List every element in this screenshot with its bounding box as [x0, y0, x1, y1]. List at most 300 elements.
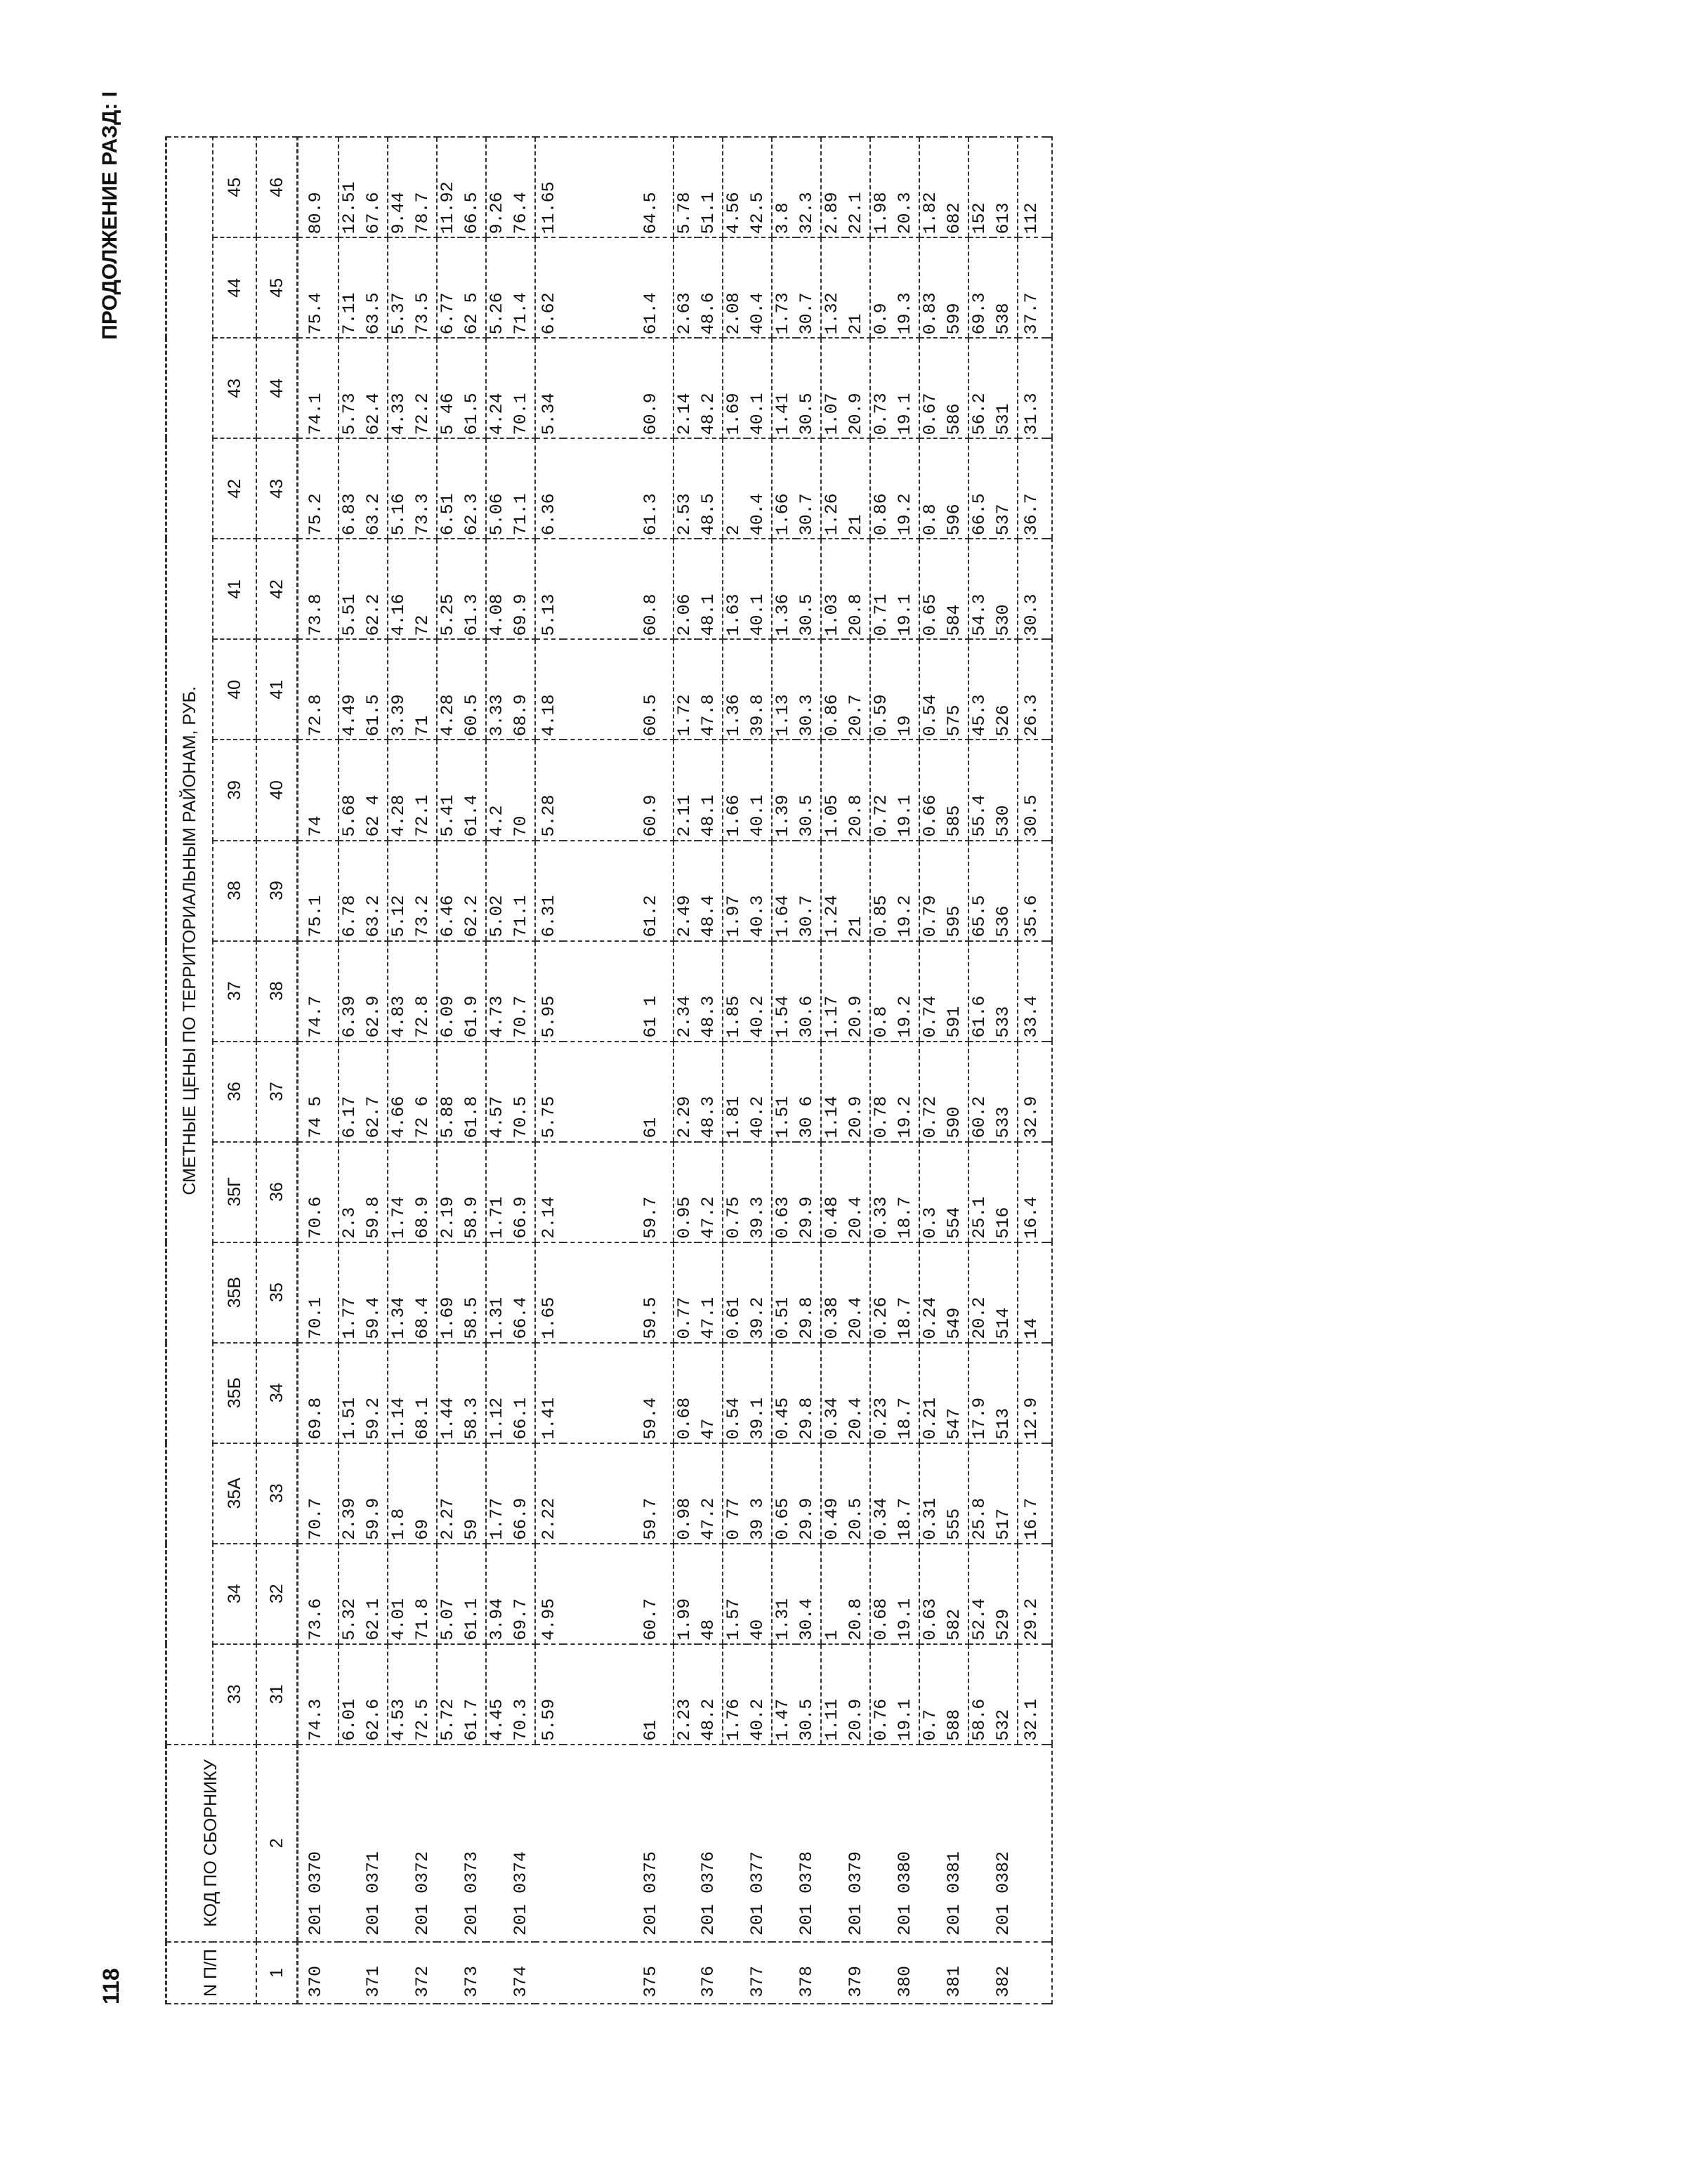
price-cell: 533 [993, 941, 1018, 1042]
price-cell: 2.63 [674, 237, 698, 338]
price-cell: 40.2 [747, 1644, 772, 1745]
price-cell: 40.4 [747, 237, 772, 338]
table-row [772, 137, 796, 2004]
price-cell: 1.31 [486, 1242, 511, 1343]
price-cell: 595 [944, 841, 968, 941]
price-cell: 0.65 [772, 1443, 796, 1544]
column-number: 36 [256, 1142, 298, 1242]
price-cell: 5.37 [388, 237, 412, 338]
row-code [437, 1745, 461, 1942]
row-code [1018, 1745, 1046, 1942]
price-cell: 5 46 [437, 338, 461, 438]
row-code [870, 1745, 895, 1942]
gap-cell [563, 137, 633, 237]
table-row [870, 137, 895, 2004]
price-cell: 12.51 [339, 137, 363, 237]
price-cell: 47.8 [698, 639, 723, 740]
price-cell: 516 [993, 1142, 1018, 1242]
price-cell: 73.8 [298, 539, 339, 639]
price-cell: 5.72 [437, 1644, 461, 1745]
price-cell: 0.86 [870, 438, 895, 539]
column-number: 34 [256, 1343, 298, 1443]
price-cell: 0.9 [870, 237, 895, 338]
price-cell: 56.2 [968, 338, 993, 438]
row-number [968, 1942, 993, 2004]
price-cell: 30.5 [796, 338, 821, 438]
district-header: 35Г [213, 1142, 256, 1242]
gap-cell [563, 1745, 633, 1942]
table-row [412, 137, 437, 2004]
price-cell: 2.22 [535, 1443, 563, 1544]
price-cell: 5.12 [388, 841, 412, 941]
price-cell: 554 [944, 1142, 968, 1242]
table-row [821, 137, 846, 2004]
price-cell: 3.8 [772, 137, 796, 237]
row-code: 201 0375 [633, 1745, 674, 1942]
price-cell: 1.24 [821, 841, 846, 941]
price-cell: 5.02 [486, 841, 511, 941]
row-code: 201 0382 [993, 1745, 1018, 1942]
price-cell: 2.3 [339, 1142, 363, 1242]
price-cell: 63.2 [363, 841, 388, 941]
price-cell: 62.3 [461, 438, 486, 539]
price-cell: 26.3 [1018, 639, 1046, 740]
price-cell: 0.59 [870, 639, 895, 740]
price-cell: 5.51 [339, 539, 363, 639]
table-row [633, 137, 674, 2004]
table-row [535, 137, 563, 2004]
price-cell: 74 [298, 740, 339, 840]
price-cell: 575 [944, 639, 968, 740]
price-cell: 14 [1018, 1242, 1046, 1343]
price-cell: 32.3 [796, 137, 821, 237]
row-code [535, 1745, 563, 1942]
price-cell: 39.2 [747, 1242, 772, 1343]
price-cell: 0.8 [919, 438, 944, 539]
price-cell: 2.11 [674, 740, 698, 840]
price-cell: 61.7 [461, 1644, 486, 1745]
price-cell: 1.32 [821, 237, 846, 338]
price-cell: 4.73 [486, 941, 511, 1042]
price-cell: 16.4 [1018, 1142, 1046, 1242]
price-cell: 62.7 [363, 1042, 388, 1142]
price-cell: 30.7 [796, 237, 821, 338]
row-number [919, 1942, 944, 2004]
price-cell: 18.7 [895, 1443, 919, 1544]
price-cell: 9.44 [388, 137, 412, 237]
gap-cell [563, 1544, 633, 1644]
price-cell: 0.49 [821, 1443, 846, 1544]
end-cell [1046, 137, 1052, 237]
price-cell: 21 [846, 438, 870, 539]
price-cell: 1.51 [339, 1343, 363, 1443]
price-cell: 0.3 [919, 1142, 944, 1242]
price-cell: 2.27 [437, 1443, 461, 1544]
end-cell [1046, 841, 1052, 941]
district-header: 41 [213, 539, 256, 639]
price-cell: 70 [511, 740, 535, 840]
price-cell: 0.73 [870, 338, 895, 438]
price-cell: 40.1 [747, 539, 772, 639]
row-code: 201 0378 [796, 1745, 821, 1942]
gap-cell [563, 1443, 633, 1544]
price-cell: 72.2 [412, 338, 437, 438]
price-cell: 74.7 [298, 941, 339, 1042]
price-cell: 532 [993, 1644, 1018, 1745]
price-cell: 48 [698, 1544, 723, 1644]
price-cell: 67.6 [363, 137, 388, 237]
table-row [723, 137, 747, 2004]
price-cell: 1.8 [388, 1443, 412, 1544]
gap-cell [563, 1942, 633, 2004]
price-cell: 4.2 [486, 740, 511, 840]
price-cell: 1.98 [870, 137, 895, 237]
price-cell: 533 [993, 1042, 1018, 1142]
price-cell: 54.3 [968, 539, 993, 639]
price-cell: 30.5 [796, 740, 821, 840]
price-cell: 19.2 [895, 941, 919, 1042]
row-number [486, 1942, 511, 2004]
price-cell: 6.17 [339, 1042, 363, 1142]
price-cell: 25.1 [968, 1142, 993, 1242]
price-cell: 74 5 [298, 1042, 339, 1142]
price-cell: 68.1 [412, 1343, 437, 1443]
price-cell: 0.71 [870, 539, 895, 639]
gap-cell [563, 237, 633, 338]
table-end [1046, 137, 1052, 2004]
table-row [796, 137, 821, 2004]
price-cell: 5.25 [437, 539, 461, 639]
price-cell: 61.8 [461, 1042, 486, 1142]
district-header: 33 [213, 1644, 256, 1745]
price-cell: 20.8 [846, 1544, 870, 1644]
price-cell: 2.89 [821, 137, 846, 237]
price-cell: 1.03 [821, 539, 846, 639]
price-cell: 0.86 [821, 639, 846, 740]
price-cell: 20.3 [895, 137, 919, 237]
price-cell: 30.3 [796, 639, 821, 740]
price-cell: 582 [944, 1544, 968, 1644]
price-cell: 536 [993, 841, 1018, 941]
row-number: 375 [633, 1942, 674, 2004]
table-row [1018, 137, 1046, 2004]
row-number: 373 [461, 1942, 486, 2004]
price-cell: 1.11 [821, 1644, 846, 1745]
row-code [968, 1745, 993, 1942]
table-row [944, 137, 968, 2004]
price-cell: 6.31 [535, 841, 563, 941]
end-cell [1046, 1142, 1052, 1242]
price-cell: 61 1 [633, 941, 674, 1042]
price-cell: 65.5 [968, 841, 993, 941]
price-cell: 22.1 [846, 137, 870, 237]
price-cell: 19.1 [895, 1644, 919, 1745]
table-row [993, 137, 1018, 2004]
price-cell: 6.46 [437, 841, 461, 941]
row-code: 201 0380 [895, 1745, 919, 1942]
price-cell: 1.65 [535, 1242, 563, 1343]
price-cell: 30.5 [796, 539, 821, 639]
price-cell: 4.49 [339, 639, 363, 740]
price-cell: 58.5 [461, 1242, 486, 1343]
table-row [363, 137, 388, 2004]
price-cell: 1.63 [723, 539, 747, 639]
gap-cell [563, 740, 633, 840]
price-cell: 0.51 [772, 1242, 796, 1343]
section-continuation: ПРОДОЛЖЕНИЕ РАЗД: I [98, 91, 121, 340]
price-cell: 517 [993, 1443, 1018, 1544]
end-cell [1046, 639, 1052, 740]
price-cell: 37.7 [1018, 237, 1046, 338]
price-cell: 1.07 [821, 338, 846, 438]
price-cell: 4.18 [535, 639, 563, 740]
price-cell: 36.7 [1018, 438, 1046, 539]
price-cell: 69.9 [511, 539, 535, 639]
price-cell: 20.4 [846, 1343, 870, 1443]
price-cell: 73.6 [298, 1544, 339, 1644]
price-cell: 547 [944, 1343, 968, 1443]
price-cell: 0.34 [821, 1343, 846, 1443]
price-cell: 514 [993, 1242, 1018, 1343]
price-cell: 4.56 [723, 137, 747, 237]
price-cell: 20.4 [846, 1142, 870, 1242]
row-number: 380 [895, 1942, 919, 2004]
price-cell: 585 [944, 740, 968, 840]
price-cell: 66.9 [511, 1443, 535, 1544]
row-number: 382 [993, 1942, 1018, 2004]
price-cell: 4.66 [388, 1042, 412, 1142]
price-cell: 30.5 [1018, 740, 1046, 840]
column-number: 1 [256, 1942, 298, 2004]
price-cell: 531 [993, 338, 1018, 438]
price-cell: 72 [412, 539, 437, 639]
price-cell: 3.33 [486, 639, 511, 740]
end-cell [1046, 438, 1052, 539]
price-cell: 73.3 [412, 438, 437, 539]
table-row [511, 137, 535, 2004]
district-header: 39 [213, 740, 256, 840]
price-cell: 62 4 [363, 740, 388, 840]
price-cell: 2.53 [674, 438, 698, 539]
price-cell: 1.77 [486, 1443, 511, 1544]
price-cell: 5.73 [339, 338, 363, 438]
price-cell: 30 6 [796, 1042, 821, 1142]
price-cell: 20.7 [846, 639, 870, 740]
price-cell: 0.45 [772, 1343, 796, 1443]
price-cell: 58.3 [461, 1343, 486, 1443]
price-cell: 11.92 [437, 137, 461, 237]
price-cell: 39.8 [747, 639, 772, 740]
price-cell: 60.8 [633, 539, 674, 639]
price-cell: 2.19 [437, 1142, 461, 1242]
row-code: 201 0379 [846, 1745, 870, 1942]
column-number: 35 [256, 1242, 298, 1343]
price-cell: 1.41 [772, 338, 796, 438]
end-cell [1046, 1242, 1052, 1343]
column-number: 45 [256, 237, 298, 338]
price-cell: 0.7 [919, 1644, 944, 1745]
price-cell: 40.2 [747, 1042, 772, 1142]
price-cell: 1.99 [674, 1544, 698, 1644]
price-cell: 45.3 [968, 639, 993, 740]
price-cell: 555 [944, 1443, 968, 1544]
price-cell: 4.24 [486, 338, 511, 438]
price-cell: 0.98 [674, 1443, 698, 1544]
price-cell: 2.14 [674, 338, 698, 438]
column-number: 37 [256, 1042, 298, 1142]
price-cell: 4.16 [388, 539, 412, 639]
price-cell: 4.57 [486, 1042, 511, 1142]
price-cell: 19.1 [895, 740, 919, 840]
table-row [747, 137, 772, 2004]
gap-cell [563, 941, 633, 1042]
price-cell: 6.01 [339, 1644, 363, 1745]
price-cell: 6.51 [437, 438, 461, 539]
price-cell: 1.26 [821, 438, 846, 539]
price-cell: 3.94 [486, 1544, 511, 1644]
row-number: 374 [511, 1942, 535, 2004]
price-cell: 62.6 [363, 1644, 388, 1745]
row-code [486, 1745, 511, 1942]
price-cell: 1.13 [772, 639, 796, 740]
price-cell: 1.05 [821, 740, 846, 840]
price-cell: 6.62 [535, 237, 563, 338]
price-cell: 19.1 [895, 1544, 919, 1644]
gap-cell [563, 1142, 633, 1242]
end-cell [1046, 1644, 1052, 1745]
district-header: 45 [213, 137, 256, 237]
table-row [919, 137, 944, 2004]
price-cell: 60.5 [633, 639, 674, 740]
price-cell: 6.09 [437, 941, 461, 1042]
price-cell: 70.7 [511, 941, 535, 1042]
column-number: 44 [256, 338, 298, 438]
price-cell: 61.1 [461, 1544, 486, 1644]
price-cell: 0.26 [870, 1242, 895, 1343]
price-cell: 0.8 [870, 941, 895, 1042]
table-row [461, 137, 486, 2004]
price-cell: 2.06 [674, 539, 698, 639]
price-cell: 69 [412, 1443, 437, 1544]
price-cell: 5.88 [437, 1042, 461, 1142]
price-cell: 0.67 [919, 338, 944, 438]
price-cell: 1.39 [772, 740, 796, 840]
price-cell: 1.69 [723, 338, 747, 438]
district-header: 35Б [213, 1343, 256, 1443]
price-cell: 59.8 [363, 1142, 388, 1242]
price-cell: 66.1 [511, 1343, 535, 1443]
price-cell: 526 [993, 639, 1018, 740]
price-cell: 4.45 [486, 1644, 511, 1745]
price-cell: 63.5 [363, 237, 388, 338]
column-number: 40 [256, 740, 298, 840]
price-cell: 69.7 [511, 1544, 535, 1644]
price-cell: 72.8 [412, 941, 437, 1042]
price-cell: 1.31 [772, 1544, 796, 1644]
price-cell: 112 [1018, 137, 1046, 237]
price-cell: 1.36 [723, 639, 747, 740]
price-cell: 66.5 [461, 137, 486, 237]
price-cell: 19.1 [895, 338, 919, 438]
price-cell: 61 [633, 1042, 674, 1142]
price-cell: 0.77 [674, 1242, 698, 1343]
column-number: 42 [256, 539, 298, 639]
price-cell: 1.73 [772, 237, 796, 338]
price-cell: 68.9 [511, 639, 535, 740]
price-cell: 0.66 [919, 740, 944, 840]
price-cell: 5.28 [535, 740, 563, 840]
price-cell: 48.6 [698, 237, 723, 338]
price-cell: 6.83 [339, 438, 363, 539]
table-header [166, 137, 298, 2004]
district-header: 34 [213, 1544, 256, 1644]
district-header: 42 [213, 438, 256, 539]
price-cell: 11.65 [535, 137, 563, 237]
price-cell: 61.9 [461, 941, 486, 1042]
price-cell: 0.78 [870, 1042, 895, 1142]
price-cell: 0.79 [919, 841, 944, 941]
price-cell: 19.1 [895, 539, 919, 639]
row-number: 370 [298, 1942, 339, 2004]
district-header: 35А [213, 1443, 256, 1544]
price-cell: 1.57 [723, 1544, 747, 1644]
price-cell: 5.78 [674, 137, 698, 237]
table-row [339, 137, 363, 2004]
row-number [674, 1942, 698, 2004]
price-cell: 29.9 [796, 1142, 821, 1242]
price-cell: 0.72 [870, 740, 895, 840]
price-cell: 69.8 [298, 1343, 339, 1443]
price-cell: 48.2 [698, 338, 723, 438]
row-code [388, 1745, 412, 1942]
price-cell: 62.4 [363, 338, 388, 438]
price-cell: 0.63 [919, 1544, 944, 1644]
price-cell: 0 77 [723, 1443, 747, 1544]
price-cell: 61.4 [633, 237, 674, 338]
price-cell: 0.76 [870, 1644, 895, 1745]
price-cell: 69.3 [968, 237, 993, 338]
price-cell: 6.36 [535, 438, 563, 539]
price-cell: 21 [846, 237, 870, 338]
price-cell: 30.7 [796, 841, 821, 941]
price-cell: 64.5 [633, 137, 674, 237]
price-cell: 20.9 [846, 1644, 870, 1745]
price-cell: 4.28 [388, 740, 412, 840]
price-cell: 1.81 [723, 1042, 747, 1142]
price-cell: 0.75 [723, 1142, 747, 1242]
price-cell: 30.6 [796, 941, 821, 1042]
column-number: 32 [256, 1544, 298, 1644]
price-cell: 60.9 [633, 740, 674, 840]
price-cell: 1.77 [339, 1242, 363, 1343]
page-number: 118 [98, 1968, 124, 2004]
price-cell: 29.9 [796, 1443, 821, 1544]
table-row [486, 137, 511, 2004]
price-cell: 47.2 [698, 1443, 723, 1544]
price-cell: 2.29 [674, 1042, 698, 1142]
row-code: 201 0381 [944, 1745, 968, 1942]
num-column-header: N П/П [167, 1942, 256, 2004]
price-cell: 5.16 [388, 438, 412, 539]
price-cell: 0.23 [870, 1343, 895, 1443]
price-cell: 70.1 [511, 338, 535, 438]
price-cell: 537 [993, 438, 1018, 539]
price-cell: 18.7 [895, 1343, 919, 1443]
district-header: 43 [213, 338, 256, 438]
price-cell: 62.2 [461, 841, 486, 941]
price-cell: 9.26 [486, 137, 511, 237]
row-code: 201 0371 [363, 1745, 388, 1942]
